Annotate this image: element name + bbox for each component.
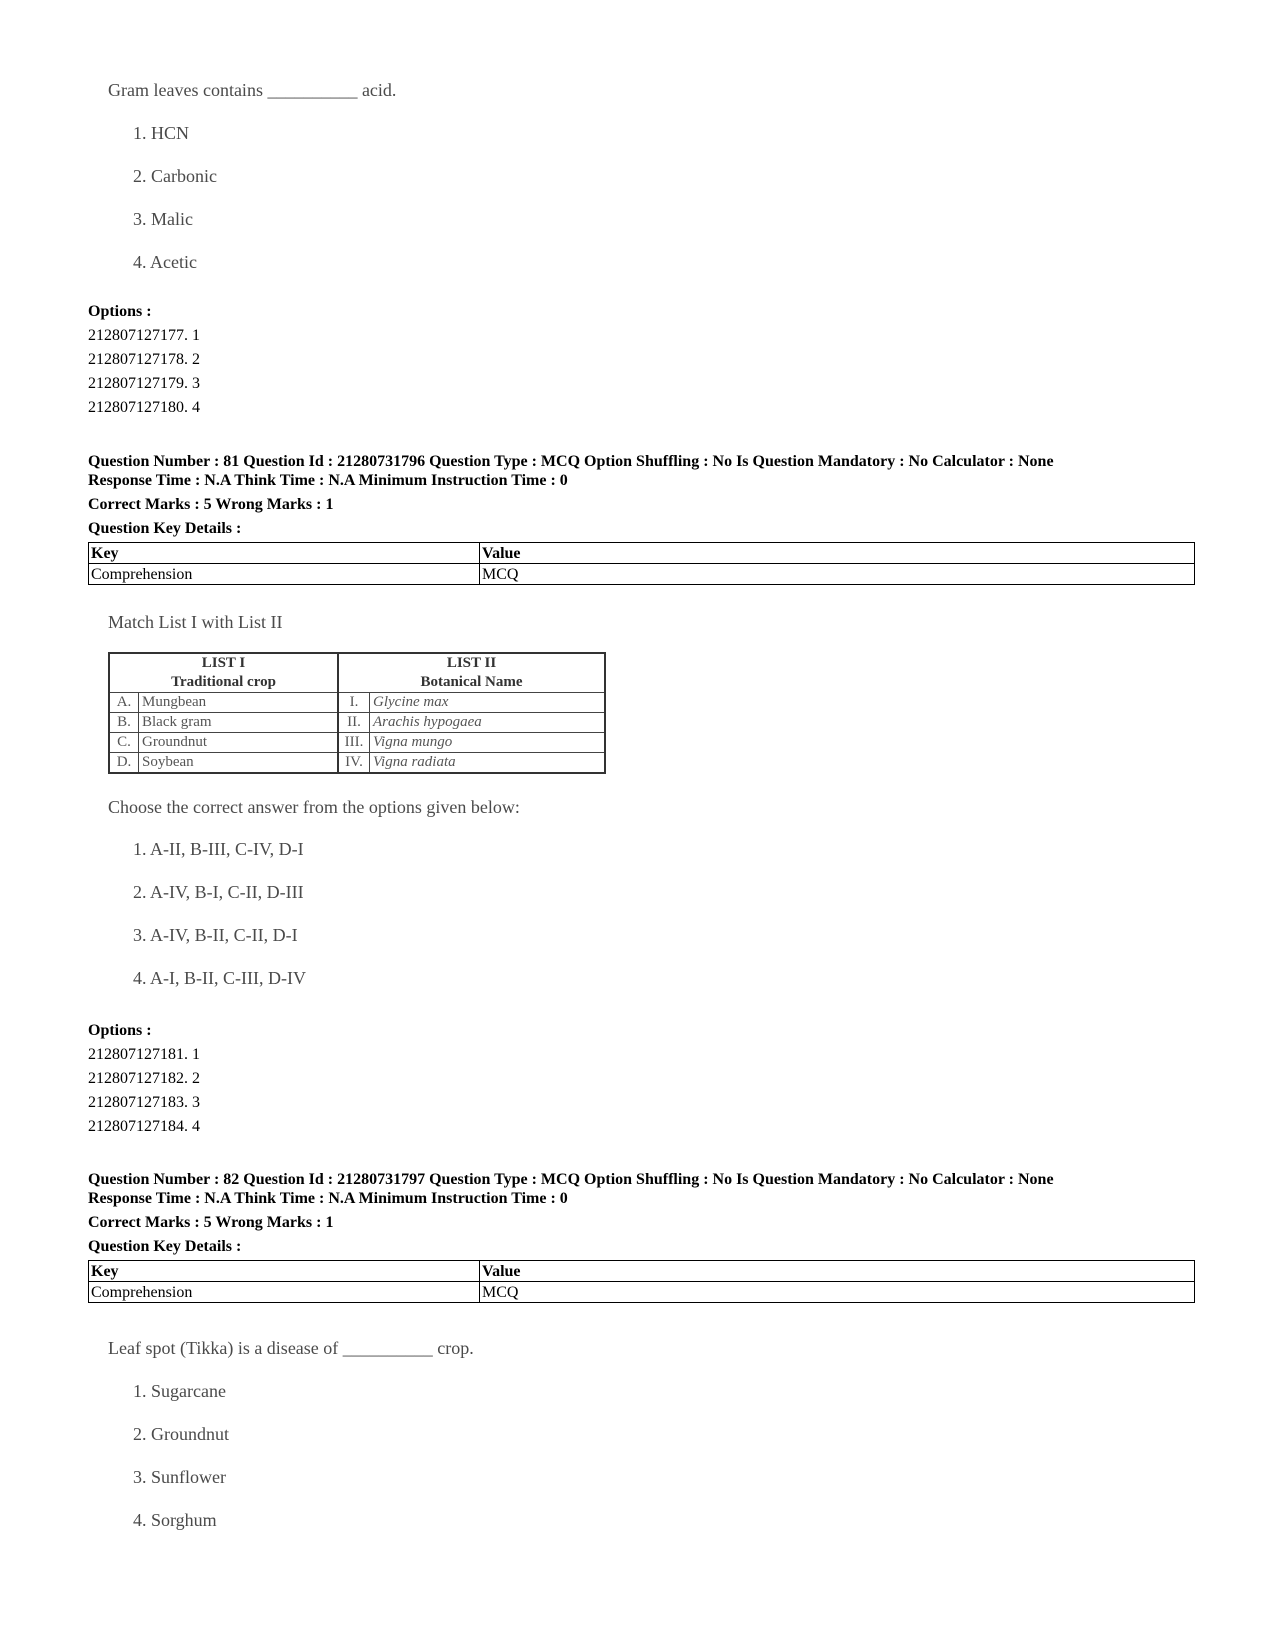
q82-key-table-row: [89, 1282, 1195, 1303]
q80-option-3: 212807127179. 3: [88, 375, 200, 392]
value-header: Value: [480, 543, 1195, 564]
match-row-letter: C.: [109, 733, 139, 753]
match-row-numeral: I.: [338, 693, 370, 713]
q82-key-table-header: [89, 1261, 1195, 1282]
q82-meta-line2: Response Time : N.A Think Time : N.A Minimum Instruction Time : 0: [88, 1190, 568, 1207]
q80-option-4: 212807127180. 4: [88, 399, 200, 416]
q82-choice-3: 3. Sunflower: [133, 1467, 226, 1487]
q81-match-table: [108, 652, 606, 774]
q81-choice-1: 1. A-II, B-III, C-IV, D-I: [133, 839, 304, 859]
key-cell: Comprehension: [89, 1282, 480, 1303]
q80-option-2: 212807127178. 2: [88, 351, 200, 368]
match-row-crop: Black gram: [139, 713, 339, 733]
q81-option-3: 212807127183. 3: [88, 1094, 200, 1111]
q82-stem: Leaf spot (Tikka) is a disease of __________ crop.: [108, 1338, 474, 1358]
match-row-numeral: III.: [338, 733, 370, 753]
q81-stem: Match List I with List II: [108, 612, 283, 632]
match-row-numeral: IV.: [338, 753, 370, 774]
key-header: Key: [89, 1261, 480, 1282]
q82-marks: Correct Marks : 5 Wrong Marks : 1: [88, 1214, 334, 1231]
match-row-botanical: Arachis hypogaea: [370, 713, 606, 733]
value-cell: MCQ: [480, 564, 1195, 585]
list1-title: LIST I: [201, 655, 246, 671]
match-row: [109, 753, 605, 774]
q81-options-label: Options :: [88, 1022, 152, 1039]
q82-choice-2: 2. Groundnut: [133, 1424, 229, 1444]
q81-key-table: [88, 542, 1195, 585]
key-cell: Comprehension: [89, 564, 480, 585]
value-cell: MCQ: [480, 1282, 1195, 1303]
q80-stem: Gram leaves contains __________ acid.: [108, 80, 397, 100]
q80-choice-2: 2. Carbonic: [133, 166, 217, 186]
q82-key-table: [88, 1260, 1195, 1303]
match-row-crop: Mungbean: [139, 693, 339, 713]
q81-meta-line2: Response Time : N.A Think Time : N.A Minimum Instruction Time : 0: [88, 472, 568, 489]
q82-choice-4: 4. Sorghum: [133, 1510, 217, 1530]
match-row-botanical: Glycine max: [370, 693, 606, 713]
q81-key-details-label: Question Key Details :: [88, 520, 242, 537]
q81-choice-4: 4. A-I, B-II, C-III, D-IV: [133, 968, 306, 988]
list1-subtitle: Traditional crop: [171, 674, 276, 690]
match-row-botanical: Vigna mungo: [370, 733, 606, 753]
q81-marks: Correct Marks : 5 Wrong Marks : 1: [88, 496, 334, 513]
q82-key-details-label: Question Key Details :: [88, 1238, 242, 1255]
match-row-numeral: II.: [338, 713, 370, 733]
list2-header: [338, 653, 605, 693]
list2-title: LIST II: [446, 655, 497, 671]
value-header: Value: [480, 1261, 1195, 1282]
match-row-crop: Soybean: [139, 753, 339, 774]
q82-choice-1: 1. Sugarcane: [133, 1381, 226, 1401]
match-row: [109, 733, 605, 753]
q81-option-2: 212807127182. 2: [88, 1070, 200, 1087]
q81-choice-2: 2. A-IV, B-I, C-II, D-III: [133, 882, 304, 902]
q81-option-1: 212807127181. 1: [88, 1046, 200, 1063]
match-row: [109, 713, 605, 733]
list2-subtitle: Botanical Name: [420, 674, 523, 690]
q81-option-4: 212807127184. 4: [88, 1118, 200, 1135]
q80-options-list: [88, 324, 200, 420]
q81-key-table-header: [89, 543, 1195, 564]
key-header: Key: [89, 543, 480, 564]
q81-meta-line1: Question Number : 81 Question Id : 21280731796 Question Type : MCQ Option Shuffling : No Is Question Mandatory : No Calculator : None: [88, 453, 1054, 470]
q81-choice-3: 3. A-IV, B-II, C-II, D-I: [133, 925, 298, 945]
match-table-header: [109, 653, 605, 693]
match-row-letter: B.: [109, 713, 139, 733]
match-row-botanical: Vigna radiata: [370, 753, 606, 774]
q80-options-label: Options :: [88, 303, 152, 320]
match-row: [109, 693, 605, 713]
q80-choice-4: 4. Acetic: [133, 252, 197, 272]
q82-meta-line1: Question Number : 82 Question Id : 21280731797 Question Type : MCQ Option Shuffling : No Is Question Mandatory : No Calculator : None: [88, 1171, 1054, 1188]
q81-key-table-row: [89, 564, 1195, 585]
q80-choice-1: 1. HCN: [133, 123, 190, 143]
match-row-crop: Groundnut: [139, 733, 339, 753]
list1-header: [109, 653, 338, 693]
q80-option-1: 212807127177. 1: [88, 327, 200, 344]
q80-choice-3: 3. Malic: [133, 209, 193, 229]
match-row-letter: D.: [109, 753, 139, 774]
match-row-letter: A.: [109, 693, 139, 713]
q81-instruction: Choose the correct answer from the options given below:: [108, 797, 520, 817]
q81-options-list: [88, 1043, 200, 1139]
